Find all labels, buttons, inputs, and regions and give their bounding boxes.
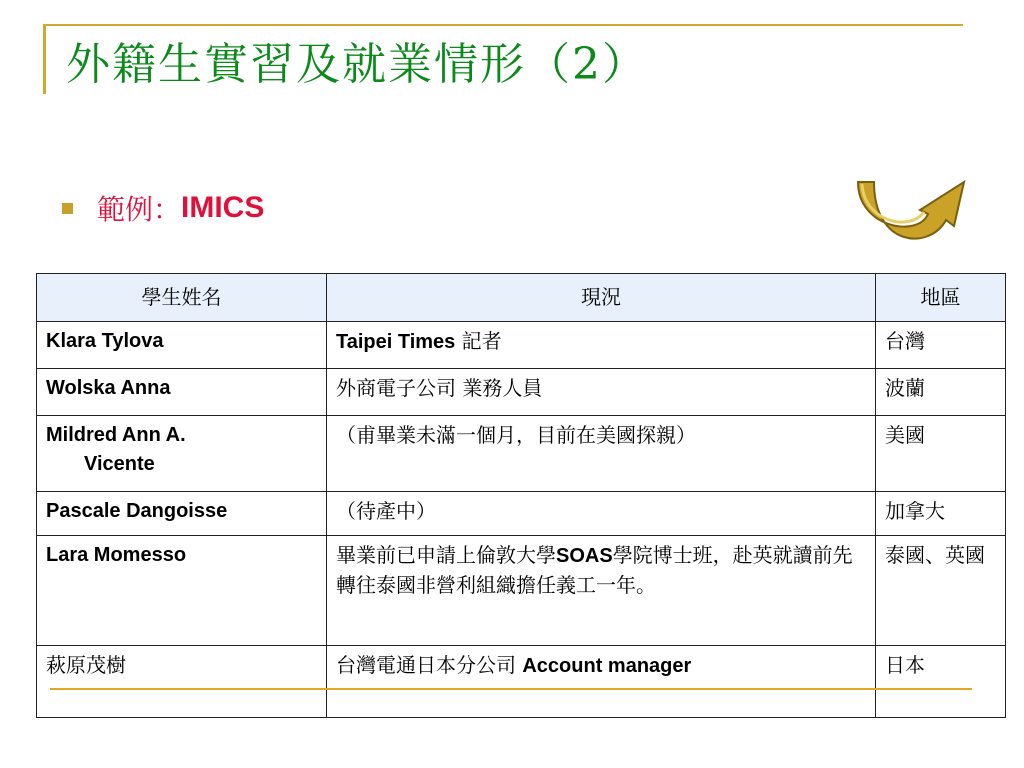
title-accent-horizontal xyxy=(43,24,963,26)
student-status: 外商電子公司 業務人員 xyxy=(327,369,876,416)
bullet-emphasis: IMICS xyxy=(181,191,265,224)
student-name: Pascale Dangoisse xyxy=(37,492,327,536)
student-status: （甫畢業未滿一個月，目前在美國探親） xyxy=(327,416,876,492)
square-bullet-icon xyxy=(62,203,73,214)
table-row xyxy=(37,536,1006,646)
status-zh: 台灣電通日本分公司 xyxy=(336,653,523,677)
student-region: 泰國、英國 xyxy=(876,536,1006,646)
table-row xyxy=(37,322,1006,369)
table-header-row xyxy=(37,274,1006,322)
student-status: （待產中） xyxy=(327,492,876,536)
name-line-2: Vicente xyxy=(84,453,155,475)
student-name: Lara Momesso xyxy=(37,536,327,646)
student-status xyxy=(327,322,876,369)
student-region: 加拿大 xyxy=(876,492,1006,536)
header-name: 學生姓名 xyxy=(37,274,327,322)
status-en: SOAS xyxy=(556,545,613,567)
status-zh: 記者 xyxy=(455,329,502,353)
status-pre: 畢業前已申請上倫敦大學 xyxy=(336,543,556,567)
student-region: 日本 xyxy=(876,646,1006,718)
students-table xyxy=(36,273,1006,718)
status-en: Taipei Times xyxy=(336,331,456,353)
student-status xyxy=(327,646,876,718)
student-name: Klara Tylova xyxy=(37,322,327,369)
u-turn-arrow-icon[interactable] xyxy=(852,178,970,244)
student-name: 萩原茂樹 xyxy=(37,646,327,718)
table-row xyxy=(37,646,1006,718)
student-name xyxy=(37,416,327,492)
title-accent-vertical xyxy=(43,24,46,94)
header-region: 地區 xyxy=(876,274,1006,322)
row-underline-decoration xyxy=(50,688,972,690)
page-title: 外籍生實習及就業情形（2） xyxy=(66,39,648,90)
header-status: 現況 xyxy=(327,274,876,322)
student-region: 美國 xyxy=(876,416,1006,492)
student-status xyxy=(327,536,876,646)
student-region: 波蘭 xyxy=(876,369,1006,416)
student-name: Wolska Anna xyxy=(37,369,327,416)
table-row xyxy=(37,492,1006,536)
status-post: 學院博士班，赴英就讀前先轉往泰國非營利組織擔任義工一年。 xyxy=(336,543,853,597)
table-row xyxy=(37,416,1006,492)
bullet-item xyxy=(62,188,264,228)
status-en: Account manager xyxy=(522,655,692,677)
name-line-1: Mildred Ann A. xyxy=(46,424,186,446)
table-row xyxy=(37,369,1006,416)
bullet-prefix: 範例： xyxy=(97,193,182,226)
student-region: 台灣 xyxy=(876,322,1006,369)
